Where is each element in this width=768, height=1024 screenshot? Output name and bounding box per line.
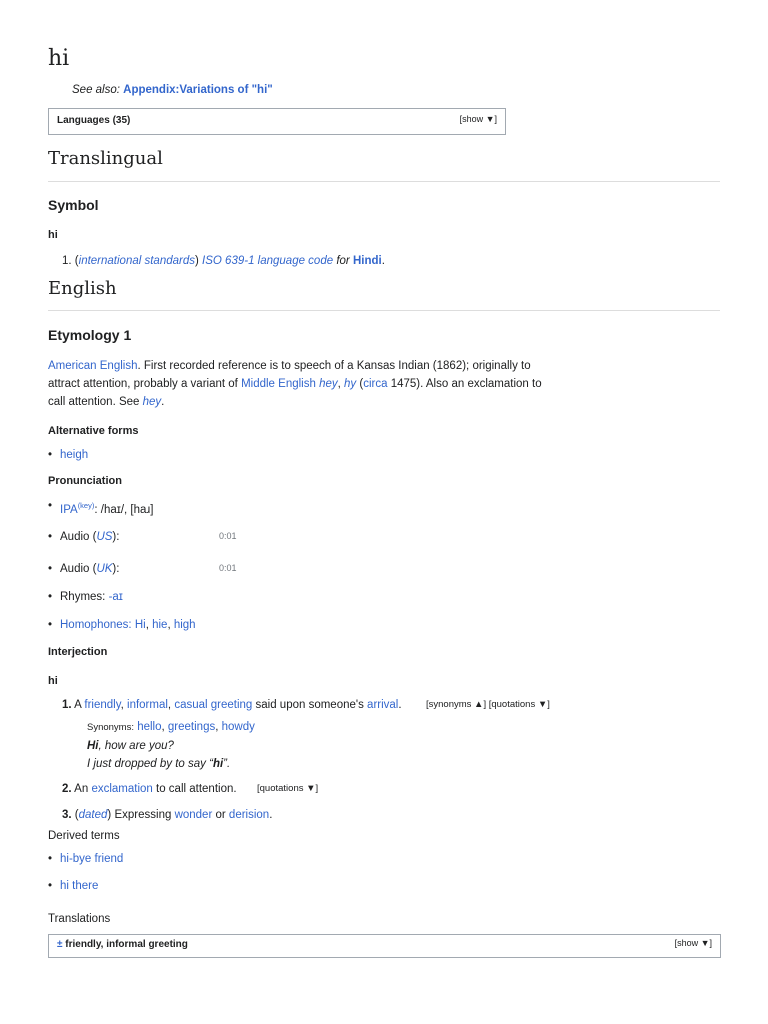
example-1 bbox=[87, 737, 255, 755]
sense-number: 3. bbox=[62, 809, 72, 821]
synonyms-block bbox=[87, 718, 255, 773]
sense-text: Expressing bbox=[114, 809, 172, 821]
homophone-hi-link[interactable]: Hi bbox=[134, 619, 146, 631]
wonder-link[interactable]: wonder bbox=[174, 809, 213, 821]
languages-label: Languages (35) bbox=[57, 115, 131, 126]
see-also-label: See also: bbox=[72, 84, 120, 96]
example-text: , how are you? bbox=[98, 740, 174, 752]
sense-text: to call attention. bbox=[156, 783, 237, 795]
tag-international-standards[interactable]: international standards bbox=[78, 255, 195, 267]
list-item bbox=[48, 851, 123, 867]
plusminus-icon[interactable]: ± bbox=[57, 939, 63, 950]
paren-close: ): bbox=[112, 531, 120, 543]
for-text: for bbox=[336, 255, 350, 267]
symbol-heading: Symbol bbox=[48, 197, 99, 213]
see-also-link[interactable]: Appendix:Variations of "hi" bbox=[123, 84, 273, 96]
article: An bbox=[74, 783, 89, 795]
section-divider bbox=[48, 310, 720, 311]
period: . bbox=[269, 809, 273, 821]
paren-open: ( bbox=[74, 255, 79, 267]
alt-form-heigh-link[interactable]: heigh bbox=[60, 449, 89, 461]
period: . bbox=[161, 396, 165, 408]
etymology-line-3 bbox=[48, 393, 608, 411]
list-item bbox=[48, 447, 88, 463]
interjection-sense-1: 1. A friendly, informal, casual greeting said upon someone's arrival. bbox=[62, 699, 402, 711]
audio-uk-item bbox=[48, 561, 119, 577]
etymology-heading: Etymology 1 bbox=[48, 327, 132, 343]
circa-link[interactable]: circa bbox=[363, 378, 388, 390]
arrival-link[interactable]: arrival bbox=[367, 699, 399, 711]
example-text: I just dropped by to say “ bbox=[87, 758, 213, 770]
sense-number: 2. bbox=[62, 783, 72, 795]
period: . bbox=[398, 699, 402, 711]
translations-toggle[interactable]: [show ▼] bbox=[674, 938, 712, 948]
languages-toggle[interactable]: [show ▼] bbox=[459, 114, 497, 124]
etymology-text-2: attract attention, probably a variant of bbox=[48, 378, 238, 390]
uk-link[interactable]: UK bbox=[96, 563, 113, 575]
synonym-hello-link[interactable]: hello bbox=[137, 721, 162, 733]
sense-number: 1. bbox=[62, 699, 72, 711]
audio-uk-player[interactable]: 0:01 bbox=[219, 563, 237, 573]
casual-greeting-link[interactable]: casual greeting bbox=[174, 699, 253, 711]
sense-text: said upon someone's bbox=[255, 699, 364, 711]
american-english-link[interactable]: American English bbox=[48, 360, 138, 372]
derived-terms-heading: Derived terms bbox=[48, 830, 120, 842]
period: . bbox=[381, 255, 385, 267]
iso-code-link[interactable]: ISO 639-1 language code bbox=[202, 255, 334, 267]
derived-hi-bye-friend-link[interactable]: hi-bye friend bbox=[60, 853, 124, 865]
audio-us-item bbox=[48, 529, 119, 545]
homophone-high-link[interactable]: high bbox=[173, 619, 196, 631]
synonym-greetings-link[interactable]: greetings bbox=[167, 721, 216, 733]
synonym-howdy-link[interactable]: howdy bbox=[221, 721, 255, 733]
etymology-line-2 bbox=[48, 375, 608, 393]
page-title: hi bbox=[48, 46, 70, 71]
interjection-headword: hi bbox=[48, 675, 58, 687]
informal-link[interactable]: informal bbox=[127, 699, 168, 711]
paren-close: ) bbox=[195, 255, 199, 267]
sense-number: 1. bbox=[62, 255, 72, 267]
sense-1-toggles[interactable]: [synonyms ▲] [quotations ▼] bbox=[426, 699, 550, 710]
homophones-link[interactable]: Homophones: bbox=[60, 619, 132, 631]
comma: , bbox=[337, 378, 341, 390]
synonyms-label: Synonyms: bbox=[87, 722, 134, 733]
us-link[interactable]: US bbox=[96, 531, 113, 543]
audio-label: Audio ( bbox=[60, 531, 97, 543]
article: A bbox=[74, 699, 82, 711]
paren-close: ) bbox=[107, 809, 112, 821]
rhymes-label: Rhymes: bbox=[60, 591, 106, 603]
hy-link[interactable]: hy bbox=[344, 378, 357, 390]
or-text: or bbox=[215, 809, 226, 821]
etymology-text bbox=[48, 357, 608, 411]
translations-box bbox=[48, 934, 721, 958]
homophones-item: • Homophones: Hi, hie, high bbox=[48, 617, 196, 633]
exclamation-link[interactable]: exclamation bbox=[91, 783, 153, 795]
sense-2-toggles[interactable]: [quotations ▼] bbox=[257, 783, 319, 794]
synonyms-line: Synonyms: hello, greetings, howdy bbox=[87, 721, 255, 733]
translingual-sense-1 bbox=[62, 252, 385, 270]
list-item bbox=[48, 878, 98, 894]
etymology-text-4: call attention. See bbox=[48, 396, 140, 408]
audio-label: Audio ( bbox=[60, 563, 97, 575]
languages-box bbox=[48, 108, 506, 135]
example-bold: Hi bbox=[87, 740, 99, 752]
paren-open: ( bbox=[359, 378, 364, 390]
interjection-sense-3 bbox=[62, 806, 272, 824]
etymology-text-1: . First recorded reference is to speech of a Kansas Indian (1862); originally to bbox=[137, 360, 531, 372]
homophone-hie-link[interactable]: hie bbox=[152, 619, 168, 631]
paren-close: ): bbox=[112, 563, 120, 575]
ipa-key-link[interactable]: (key) bbox=[77, 501, 95, 510]
interjection-heading: Interjection bbox=[48, 646, 108, 658]
translingual-headword: hi bbox=[48, 229, 58, 241]
translations-heading: Translations bbox=[48, 913, 111, 925]
derision-link[interactable]: derision bbox=[228, 809, 270, 821]
dated-link[interactable]: dated bbox=[78, 809, 108, 821]
alt-forms-heading: Alternative forms bbox=[48, 425, 139, 437]
etymology-line-1 bbox=[48, 357, 608, 375]
see-hey-link[interactable]: hey bbox=[142, 396, 162, 408]
pronunciation-heading: Pronunciation bbox=[48, 475, 122, 487]
translations-label: friendly, informal greeting bbox=[65, 939, 188, 950]
english-heading: English bbox=[48, 278, 117, 299]
rhymes-link[interactable]: -aɪ bbox=[108, 591, 123, 603]
section-divider bbox=[48, 181, 720, 182]
paren-open: ( bbox=[74, 809, 79, 821]
see-also bbox=[72, 84, 273, 96]
translations-label-wrap bbox=[57, 939, 188, 950]
translingual-heading: Translingual bbox=[48, 148, 163, 169]
hindi-link[interactable]: Hindi bbox=[352, 255, 382, 267]
ipa-link[interactable]: IPA bbox=[60, 503, 78, 516]
audio-us-player[interactable]: 0:01 bbox=[219, 531, 237, 541]
interjection-sense-2 bbox=[62, 780, 237, 798]
friendly-link[interactable]: friendly bbox=[84, 699, 121, 711]
example-2 bbox=[87, 755, 255, 773]
rhymes-item bbox=[48, 589, 123, 605]
derived-hi-there-link[interactable]: hi there bbox=[60, 880, 99, 892]
ipa-value: : /haɪ/, [haɹ] bbox=[94, 503, 154, 516]
hey-link[interactable]: hey bbox=[319, 378, 338, 390]
ipa-item bbox=[48, 498, 153, 518]
etymology-text-3: 1475). Also an exclamation to bbox=[390, 378, 542, 390]
example-text: ”. bbox=[223, 758, 231, 770]
example-bold: hi bbox=[212, 758, 224, 770]
middle-english-link[interactable]: Middle English bbox=[241, 378, 316, 390]
